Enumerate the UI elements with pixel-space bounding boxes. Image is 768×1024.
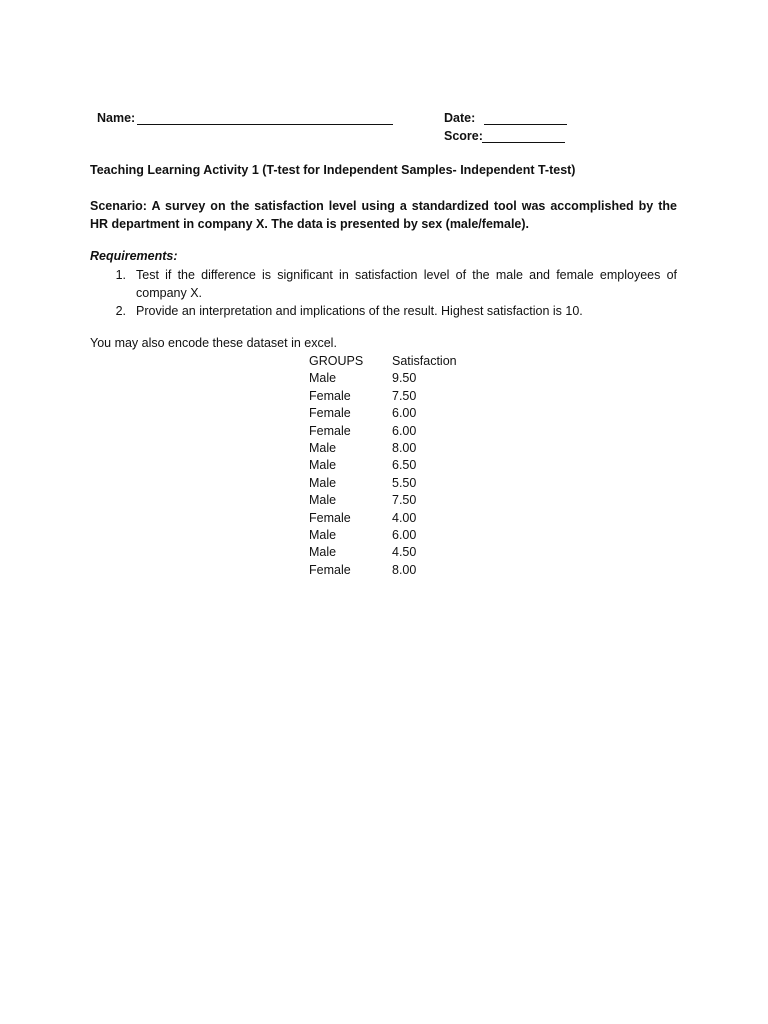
requirement-number: 1. [115, 268, 126, 282]
score-label: Score: [444, 129, 483, 143]
date-label: Date: [444, 111, 476, 125]
requirement-item-2 [112, 302, 677, 320]
satisfaction-cell: 4.50 [392, 545, 417, 560]
group-cell: Male [309, 458, 337, 473]
dataset-table [309, 353, 472, 579]
name-label: Name: [97, 111, 136, 125]
table-row [309, 562, 472, 579]
requirement-text: Test if the difference is significant in satisfaction level of the male and female employees of company X. [136, 268, 677, 300]
table-row [309, 544, 472, 561]
date-blank-line[interactable] [484, 124, 567, 125]
group-cell: Male [309, 527, 337, 542]
group-cell: Female [309, 562, 351, 577]
satisfaction-cell: 8.00 [392, 440, 417, 455]
satisfaction-cell: 7.50 [392, 388, 417, 403]
satisfaction-cell: 6.50 [392, 458, 417, 473]
table-header-row [309, 353, 472, 370]
satisfaction-cell: 5.50 [392, 475, 417, 490]
table-row [309, 510, 472, 527]
satisfaction-cell: 7.50 [392, 493, 417, 508]
requirement-text: Provide an interpretation and implications of the result. Highest satisfaction is 10. [136, 304, 583, 318]
table-row [309, 405, 472, 422]
table-row [309, 370, 472, 387]
table-row [309, 457, 472, 474]
group-cell: Female [309, 423, 351, 438]
group-cell: Female [309, 406, 351, 421]
scenario-paragraph: Scenario: A survey on the satisfaction level using a standardized tool was accomplished by the HR department in company X. The data is presented by sex (male/female). [90, 199, 677, 231]
table-row [309, 492, 472, 509]
column-header-satisfaction: Satisfaction [392, 354, 457, 368]
requirement-item-1 [112, 266, 677, 302]
requirement-number: 2. [115, 304, 126, 318]
score-blank-line[interactable] [482, 142, 565, 143]
group-cell: Female [309, 510, 351, 525]
requirements-heading: Requirements: [90, 249, 178, 263]
table-body [309, 370, 472, 579]
group-cell: Male [309, 545, 337, 560]
activity-title: Teaching Learning Activity 1 (T-test for Independent Samples- Independent T-test) [90, 163, 576, 177]
table-row [309, 388, 472, 405]
column-header-groups: GROUPS [309, 354, 364, 368]
encode-note: You may also encode these dataset in excel. [90, 336, 337, 350]
group-cell: Male [309, 371, 337, 386]
name-blank-line[interactable] [137, 124, 393, 125]
group-cell: Male [309, 475, 337, 490]
satisfaction-cell: 6.00 [392, 527, 417, 542]
group-cell: Male [309, 440, 337, 455]
table-row [309, 423, 472, 440]
table-row [309, 475, 472, 492]
satisfaction-cell: 9.50 [392, 371, 417, 386]
satisfaction-cell: 6.00 [392, 423, 417, 438]
satisfaction-cell: 8.00 [392, 562, 417, 577]
satisfaction-cell: 4.00 [392, 510, 417, 525]
group-cell: Female [309, 388, 351, 403]
group-cell: Male [309, 493, 337, 508]
table-row [309, 527, 472, 544]
satisfaction-cell: 6.00 [392, 406, 417, 421]
table-row [309, 440, 472, 457]
